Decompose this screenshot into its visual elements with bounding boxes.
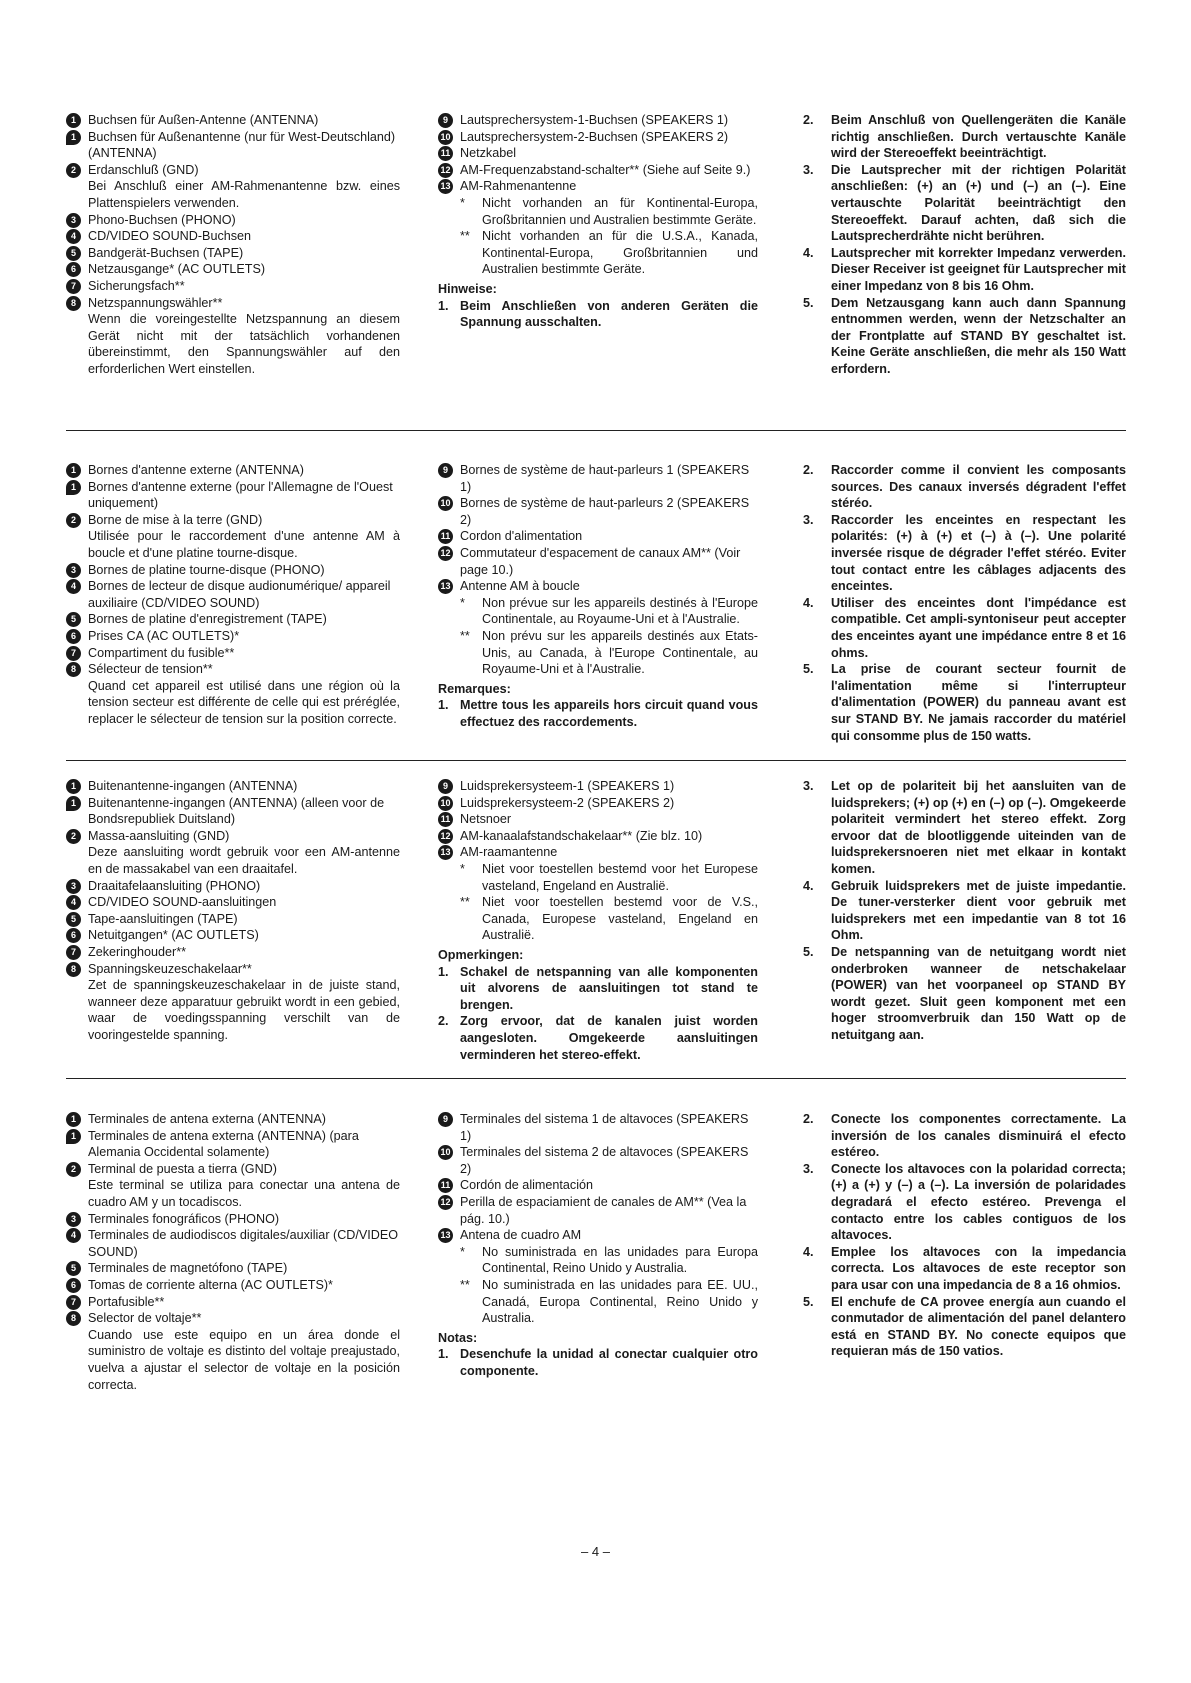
callout-text: Buchsen für Außenantenne (nur für West-Deutschland)(ANTENNA): [88, 129, 396, 161]
note-number: 4.: [803, 1244, 814, 1259]
callout-item: [66, 512, 400, 529]
note-number: 4.: [803, 245, 814, 260]
callout-text: Antena de cuadro AM: [460, 1228, 582, 1243]
column-2: [438, 1111, 758, 1380]
callout-description: Deze aansluiting wordt gebruik voor een AM-antenne en de massakabel van een draaitafel.: [88, 845, 400, 876]
note-text: Die Lautsprecher mit der richtigen Polarität anschließen: (+) an (+) und (–) an (–). Eine vertauschte Polarität beeinträchtigt den Stereoeffekt. Darauf achten, daß sich die Lautsprecherdrähte nicht berühren.: [831, 162, 1126, 244]
footnote: [438, 1244, 758, 1277]
footnote-mark: **: [460, 229, 470, 244]
callout-item: [438, 528, 758, 545]
callout-text: Sicherungsfach**: [88, 278, 185, 293]
callout-text: AM-Frequenzabstand-schalter** (Siehe auf Seite 9.): [460, 162, 751, 177]
note-number: 3.: [803, 162, 814, 177]
callout-item: [66, 562, 400, 579]
footnote-mark: *: [460, 195, 465, 210]
footnote: [438, 861, 758, 894]
callout-number-badge: 10: [438, 496, 453, 511]
callout-item: [438, 145, 758, 162]
callout-text: Borne de mise à la terre (GND): [88, 512, 263, 527]
callout-number-badge: 6: [66, 262, 81, 277]
footnote-mark: *: [460, 595, 465, 610]
callout-text: Bornes de platine tourne-disque (PHONO): [88, 562, 325, 577]
section-divider: [66, 760, 1126, 761]
note-number: 5.: [803, 295, 814, 310]
note-number: 4.: [803, 878, 814, 893]
callout-number-badge: 11: [438, 812, 453, 827]
callout-number-badge: 13: [438, 1228, 453, 1243]
callout-text: Bornes de système de haut-parleurs 2 (SPEAKERS 2): [460, 496, 750, 527]
callout-item: [66, 1227, 400, 1260]
callout-text: Terminales del sistema 1 de altavoces (SPEAKERS 1): [460, 1112, 749, 1143]
numbered-note: [438, 1013, 758, 1063]
column-3: [803, 1111, 1126, 1360]
footnote-mark: **: [460, 628, 470, 643]
callout-text: Portafusible**: [88, 1294, 165, 1309]
note-number: 3.: [803, 779, 814, 793]
notes-heading: Hinweise:: [438, 281, 497, 296]
note-text: Beim Anschließen von anderen Geräten die Spannung ausschalten.: [460, 298, 758, 330]
note-text: Lautsprecher mit korrekter Impedanz verwerden. Dieser Receiver ist geeignet für Lautsprecher mit einer Impedanz von 8 bis 16 Ohm.: [831, 245, 1126, 293]
note-text: Raccorder comme il convient les composants sources. Des canaux inversés dégradent l'effet stéréo.: [831, 463, 1126, 511]
callout-number-badge: 7: [66, 1295, 81, 1310]
callout-number-badge: 10: [438, 1145, 453, 1160]
note-number: 2.: [803, 1112, 814, 1126]
callout-number-badge: 9: [438, 113, 453, 128]
footnote-mark: *: [460, 1244, 465, 1259]
callout-text: Cordón de alimentación: [460, 1178, 594, 1193]
callout-item: [438, 495, 758, 528]
note-number: 1.: [438, 1347, 449, 1362]
note-text: El enchufe de CA provee energía aun cuando el conmutador de alimentación del panel delantero está en STAND BY. No conecte equipos que requieran más de 150 vatios.: [831, 1294, 1126, 1359]
callout-text: AM-raamantenne: [460, 845, 558, 860]
callout-number-badge: 1: [66, 463, 81, 478]
callout-number-badge: 12: [438, 163, 453, 178]
callout-description: Cuando use este equipo en un área donde el suministro de voltaje es distinto del voltaje preajustado, vuelva a ajustar el selector de voltaje en la posición correcta.: [88, 1327, 400, 1392]
note-text: La prise de courant secteur fournit de l'alimentation même si l'interrupteur d'alimentation (POWER) du panneau avant est sur STAND BY. Ne jamais raccorder du matériel qui consomme plus de 150 watts.: [831, 662, 1126, 743]
callout-text: Cordon d'alimentation: [460, 529, 583, 544]
callout-item: [66, 1277, 400, 1294]
callout-number-badge: 1: [66, 796, 81, 811]
callout-text: Terminales fonográficos (PHONO): [88, 1211, 280, 1226]
callout-item: [438, 811, 758, 828]
note-number: 5.: [803, 662, 814, 677]
note-number: 4.: [803, 595, 814, 610]
callout-number-badge: 13: [438, 179, 453, 194]
note-number: 5.: [803, 1294, 814, 1309]
callout-text: Buchsen für Außen-Antenne (ANTENNA): [88, 113, 319, 127]
callout-text: CD/VIDEO SOUND-Buchsen: [88, 229, 252, 244]
callout-text: AM-kanaalafstandschakelaar** (Zie blz. 10): [460, 828, 703, 843]
numbered-note: [803, 1244, 1126, 1294]
callout-number-badge: 1: [66, 1129, 81, 1144]
column-2: [438, 112, 758, 331]
footnote-mark: **: [460, 895, 470, 910]
callout-number-badge: 3: [66, 563, 81, 578]
footnote: [438, 1277, 758, 1327]
notes-heading: Remarques:: [438, 681, 511, 696]
callout-item: [66, 927, 400, 944]
callout-item: [66, 112, 400, 129]
callout-item: [438, 112, 758, 129]
numbered-note: [803, 944, 1126, 1044]
callout-text: Netsnoer: [460, 812, 512, 827]
column-2: [438, 462, 758, 731]
callout-number-badge: 5: [66, 1261, 81, 1276]
note-number: 1.: [438, 298, 449, 313]
callout-item: [66, 245, 400, 262]
callout-text: Bornes d'antenne externe (pour l'Allemagne de l'Ouest uniquement): [88, 479, 393, 511]
callout-item: [438, 778, 758, 795]
callout-text: AM-Rahmenantenne: [460, 179, 577, 194]
numbered-note: [803, 661, 1126, 744]
callout-number-badge: 1: [66, 130, 81, 145]
callout-item: [66, 878, 400, 895]
callout-text: Lautsprechersystem-2-Buchsen (SPEAKERS 2): [460, 129, 729, 144]
callout-item: [66, 578, 400, 611]
note-text: Conecte los altavoces con la polaridad correcta; (+) a (+) y (–) a (–). La inversión de polaridades degradará el efecto estéreo. Prevenga el contacto entre los cables contiguos de los altavoces.: [831, 1161, 1126, 1243]
notes-heading: Opmerkingen:: [438, 947, 524, 962]
note-text: De netspanning van de netuitgang wordt niet onderbroken wanneer de netschakelaar (POWER) van het voorpaneel op STAND BY wordt gezet. Sluit geen komponent met een hoger stroomverbruik dan 150 Watt op de netuitgang aan.: [831, 944, 1126, 1042]
callout-text: Antenne AM à boucle: [460, 579, 580, 594]
callout-item: [66, 795, 400, 828]
callout-number-badge: 8: [66, 662, 81, 677]
callout-number-badge: 7: [66, 279, 81, 294]
callout-number-badge: 12: [438, 546, 453, 561]
callout-text: Bornes de lecteur de disque audionumérique/ appareil auxiliaire (CD/VIDEO SOUND): [88, 579, 391, 610]
callout-number-badge: 4: [66, 229, 81, 244]
callout-number-badge: 12: [438, 829, 453, 844]
callout-item: [438, 844, 758, 861]
callout-item: [438, 162, 758, 179]
footnote-text: Nicht vorhanden an für die U.S.A., Kanada, Kontinental-Europa, Großbritannien und Australien bestimmte Geräte.: [482, 229, 758, 277]
callout-number-badge: 7: [66, 945, 81, 960]
callout-number-badge: 4: [66, 579, 81, 594]
callout-text: Luidsprekersysteem-1 (SPEAKERS 1): [460, 779, 675, 793]
callout-text: Tape-aansluitingen (TAPE): [88, 911, 238, 926]
column-3: [803, 462, 1126, 744]
callout-text: Bandgerät-Buchsen (TAPE): [88, 245, 244, 260]
callout-number-badge: 11: [438, 146, 453, 161]
note-text: Mettre tous les appareils hors circuit quand vous effectuez des raccordements.: [460, 698, 758, 729]
callout-text: Perilla de espaciamient de canales de AM** (Vea la pág. 10.): [460, 1194, 747, 1226]
numbered-note: [438, 298, 758, 331]
column-3: [803, 112, 1126, 378]
callout-number-badge: 1: [66, 480, 81, 495]
callout-number-badge: 1: [66, 1112, 81, 1127]
callout-text: Bornes d'antenne externe (ANTENNA): [88, 463, 304, 477]
callout-item: [66, 645, 400, 662]
callout-text: CD/VIDEO SOUND-aansluitingen: [88, 895, 277, 910]
callout-number-badge: 2: [66, 163, 81, 178]
column-1: [66, 1111, 400, 1393]
callout-item: [438, 828, 758, 845]
callout-number-badge: 2: [66, 829, 81, 844]
callout-text: Sélecteur de tension**: [88, 662, 213, 677]
callout-number-badge: 2: [66, 513, 81, 528]
callout-number-badge: 6: [66, 1278, 81, 1293]
note-text: Raccorder les enceintes en respectant les polarités: (+) à (+) et (–) à (–). Une polarité inversée risque de dégrader l'effet stéréo. Eviter tout contact entre les câblages adjacents des enceintes.: [831, 512, 1126, 594]
callout-text: Bornes de platine d'enregistrement (TAPE): [88, 612, 327, 627]
footnote-text: Nicht vorhanden an für Kontinental-Europa, Großbritannien und Australien bestimmte Geräte.: [482, 195, 758, 227]
footnote-mark: **: [460, 1277, 470, 1292]
callout-item: [66, 1111, 400, 1128]
note-text: Dem Netzausgang kann auch dann Spannung entnommen werden, wenn der Netzschalter an der Frontplatte auf STAND BY geschaltet ist. Keine Geräte anschließen, die mehr als 150 Watt erfordern.: [831, 295, 1126, 376]
callout-text: Prises CA (AC OUTLETS)*: [88, 628, 240, 643]
callout-item: [66, 261, 400, 278]
callout-number-badge: 13: [438, 845, 453, 860]
callout-text: Netzspannungswähler**: [88, 295, 223, 310]
footnote: [438, 595, 758, 628]
note-text: Desenchufe la unidad al conectar cualquier otro componente.: [460, 1347, 758, 1378]
callout-text: Tomas de corriente alterna (AC OUTLETS)*: [88, 1277, 333, 1292]
callout-item: [66, 1161, 400, 1178]
callout-text: Netuitgangen* (AC OUTLETS): [88, 928, 259, 943]
callout-number-badge: 9: [438, 1112, 453, 1127]
callout-item: [66, 1260, 400, 1277]
callout-item: [66, 1128, 400, 1161]
column-2: [438, 778, 758, 1063]
footnote-text: No suministrada en las unidades para Europa Continental, Reino Unido y Australia.: [482, 1244, 758, 1276]
note-text: Let op de polariteit bij het aansluiten van de luidsprekers; (+) op (+) en (–) op (–). Omgekeerde polariteit vermindert het stereo effekt. Zorg ervoor dat de blootliggende uiteinden van de luidsprekersnoeren niet met elkaar in kontakt komen.: [831, 779, 1126, 876]
callout-number-badge: 8: [66, 962, 81, 977]
callout-number-badge: 10: [438, 130, 453, 145]
callout-item: [438, 129, 758, 146]
callout-text: Selector de voltaje**: [88, 1311, 202, 1326]
callout-text: Terminales de audiodiscos digitales/auxiliar (CD/VIDEO SOUND): [88, 1228, 399, 1259]
callout-description: Zet de spanningskeuzeschakelaar in de juiste stand, wanneer deze apparatuur gebruikt wordt in een gebied, waar de voedingsspanning verschilt van de vooringestelde spanning.: [88, 978, 400, 1042]
callout-number-badge: 9: [438, 463, 453, 478]
notes-heading: Notas:: [438, 1330, 478, 1345]
callout-item: [438, 545, 758, 578]
callout-item: [66, 462, 400, 479]
callout-description: Wenn die voreingestellte Netzspannung an diesem Gerät nicht mit der tatsächlich vorhandenen übereinstimmt, den Spannungswähler auf den erforderlichen Wert einstellen.: [88, 312, 400, 376]
note-number: 5.: [803, 944, 814, 959]
numbered-note: [438, 964, 758, 1014]
callout-number-badge: 6: [66, 928, 81, 943]
column-1: [66, 778, 400, 1044]
callout-number-badge: 10: [438, 796, 453, 811]
callout-item: [66, 961, 400, 978]
footnote: [438, 894, 758, 944]
note-text: Conecte los componentes correctamente. La inversión de los canales disminuirá el efecto estéreo.: [831, 1112, 1126, 1160]
callout-text: Netzausgange* (AC OUTLETS): [88, 262, 266, 277]
numbered-note: [803, 778, 1126, 878]
callout-text: Erdanschluß (GND): [88, 162, 199, 177]
callout-description: Este terminal se utiliza para conectar una antena de cuadro AM y un tocadiscos.: [88, 1178, 400, 1209]
note-text: Schakel de netspanning van alle komponenten uit alvorens de aansluitingen tot stand te brengen.: [460, 964, 758, 1012]
callout-item: [66, 162, 400, 179]
footnote: [438, 228, 758, 278]
callout-text: Massa-aansluiting (GND): [88, 828, 230, 843]
callout-text: Draaitafelaansluiting (PHONO): [88, 878, 261, 893]
callout-item: [66, 828, 400, 845]
callout-item: [66, 479, 400, 512]
numbered-note: [803, 1111, 1126, 1161]
footnote: [438, 628, 758, 678]
callout-item: [66, 944, 400, 961]
callout-text: Spanningskeuzeschakelaar**: [88, 961, 252, 976]
callout-item: [438, 462, 758, 495]
numbered-note: [803, 295, 1126, 378]
callout-number-badge: 11: [438, 1178, 453, 1193]
footnote-text: No suministrada en las unidades para EE. UU., Canadá, Europa Continental, Reino Unido y Australia.: [482, 1277, 758, 1326]
callout-number-badge: 8: [66, 296, 81, 311]
note-number: 3.: [803, 1161, 814, 1176]
callout-description: Bei Anschluß einer AM-Rahmenantenne bzw. eines Plattenspielers verwenden.: [88, 179, 400, 210]
callout-number-badge: 11: [438, 529, 453, 544]
numbered-note: [803, 1294, 1126, 1360]
numbered-note: [438, 697, 758, 730]
callout-text: Terminales de magnetófono (TAPE): [88, 1261, 288, 1276]
callout-item: [66, 295, 400, 312]
column-1: [66, 462, 400, 728]
callout-text: Lautsprechersystem-1-Buchsen (SPEAKERS 1): [460, 113, 729, 127]
section-divider: [66, 1078, 1126, 1079]
callout-text: Compartiment du fusible**: [88, 645, 235, 660]
callout-number-badge: 9: [438, 779, 453, 794]
callout-number-badge: 13: [438, 579, 453, 594]
callout-number-badge: 5: [66, 246, 81, 261]
callout-number-badge: 6: [66, 629, 81, 644]
callout-text: Terminal de puesta a tierra (GND): [88, 1161, 277, 1176]
callout-item: [66, 1211, 400, 1228]
column-3: [803, 778, 1126, 1044]
callout-item: [66, 1310, 400, 1327]
note-number: 1.: [438, 964, 449, 979]
numbered-note: [803, 162, 1126, 245]
note-number: 2.: [803, 113, 814, 127]
callout-number-badge: 8: [66, 1311, 81, 1326]
callout-text: Commutateur d'espacement de canaux AM** (Voir page 10.): [460, 545, 741, 577]
callout-text: Phono-Buchsen (PHONO): [88, 212, 236, 227]
callout-number-badge: 4: [66, 1228, 81, 1243]
callout-text: Terminales de antena externa (ANTENNA): [88, 1112, 326, 1126]
footnote-text: Non prévue sur les appareils destinés à l'Europe Continentale, au Royaume-Uni et à l'Australie.: [482, 595, 758, 627]
callout-description: Utilisée pour le raccordement d'une antenne AM à boucle et d'une platine tourne-disque.: [88, 529, 400, 560]
callout-number-badge: 3: [66, 1212, 81, 1227]
note-number: 1.: [438, 698, 449, 713]
callout-number-badge: 12: [438, 1195, 453, 1210]
callout-item: [438, 1227, 758, 1244]
callout-item: [66, 628, 400, 645]
footnote-text: Niet voor toestellen bestemd voor de V.S., Canada, Europese vasteland, Engeland en Australië.: [482, 895, 758, 943]
callout-number-badge: 1: [66, 113, 81, 128]
callout-text: Bornes de système de haut-parleurs 1 (SPEAKERS 1): [460, 463, 750, 494]
callout-item: [66, 778, 400, 795]
numbered-note: [803, 245, 1126, 295]
callout-item: [66, 611, 400, 628]
callout-item: [66, 1294, 400, 1311]
note-text: Gebruik luidsprekers met de juiste impedantie. De tuner-versterker dient voor gebruik met luidsprekers met een impedantie van 8 tot 16 Ohm.: [831, 878, 1126, 943]
numbered-note: [803, 878, 1126, 944]
note-number: 2.: [803, 463, 814, 477]
page-number: – 4 –: [581, 1544, 610, 1559]
callout-text: Terminales del sistema 2 de altavoces (SPEAKERS 2): [460, 1145, 749, 1176]
numbered-note: [803, 1161, 1126, 1244]
callout-text: Buitenantenne-ingangen (ANTENNA) (alleen voor de Bondsrepubliek Duitsland): [88, 795, 385, 827]
callout-number-badge: 5: [66, 612, 81, 627]
callout-text: Terminales de antena externa (ANTENNA) (para Alemania Occidental solamente): [88, 1128, 359, 1160]
footnote-mark: *: [460, 861, 465, 876]
callout-item: [438, 1144, 758, 1177]
callout-text: Netzkabel: [460, 146, 517, 161]
callout-item: [438, 1177, 758, 1194]
callout-number-badge: 3: [66, 213, 81, 228]
callout-item: [66, 278, 400, 295]
callout-number-badge: 5: [66, 912, 81, 927]
note-text: Beim Anschluß von Quellengeräten die Kanäle richtig anschließen. Durch vertauschte Kanäle wird der Stereoeffekt beeinträchtigt.: [831, 113, 1126, 161]
note-number: 2.: [438, 1014, 449, 1029]
numbered-note: [803, 512, 1126, 595]
callout-description: Quand cet appareil est utilisé dans une région où la tension secteur est différente de celle qui est préréglée, replacer le sélecteur de tension sur la position correcte.: [88, 678, 400, 726]
callout-text: Zekeringhouder**: [88, 944, 187, 959]
callout-item: [438, 178, 758, 195]
callout-number-badge: 4: [66, 895, 81, 910]
note-text: Utiliser des enceintes dont l'impédance est compatible. Cet ampli-syntoniseur peut accepter des enceintes ayant une impédance entre 8 et 16 ohms.: [831, 595, 1126, 660]
note-text: Emplee los altavoces con la impedancia correcta. Los altavoces de este receptor son para usar con una impedancia de 8 a 16 ohmios.: [831, 1244, 1126, 1292]
callout-item: [66, 212, 400, 229]
callout-item: [66, 894, 400, 911]
footnote: [438, 195, 758, 228]
callout-text: Luidsprekersysteem-2 (SPEAKERS 2): [460, 795, 675, 810]
callout-item: [66, 228, 400, 245]
callout-item: [66, 911, 400, 928]
callout-number-badge: 7: [66, 646, 81, 661]
callout-item: [438, 1194, 758, 1227]
footnote-text: Non prévu sur les appareils destinés aux Etats-Unis, au Canada, à l'Europe Continentale, au Royaume-Uni et à l'Australie.: [482, 628, 758, 677]
callout-number-badge: 1: [66, 779, 81, 794]
callout-number-badge: 2: [66, 1162, 81, 1177]
note-number: 3.: [803, 512, 814, 527]
callout-item: [438, 1111, 758, 1144]
column-1: [66, 112, 400, 378]
footnote-text: Niet voor toestellen bestemd voor het Europese vasteland, Engeland en Australië.: [482, 861, 758, 893]
callout-number-badge: 3: [66, 879, 81, 894]
note-text: Zorg ervoor, dat de kanalen juist worden aangesloten. Omgekeerde aansluitingen verminderen het stereo-effekt.: [460, 1014, 758, 1062]
numbered-note: [803, 462, 1126, 512]
callout-item: [438, 795, 758, 812]
callout-item: [66, 661, 400, 678]
numbered-note: [438, 1346, 758, 1379]
numbered-note: [803, 595, 1126, 661]
section-divider: [66, 430, 1126, 431]
callout-text: Buitenantenne-ingangen (ANTENNA): [88, 779, 298, 793]
callout-item: [438, 578, 758, 595]
numbered-note: [803, 112, 1126, 162]
callout-item: [66, 129, 400, 162]
